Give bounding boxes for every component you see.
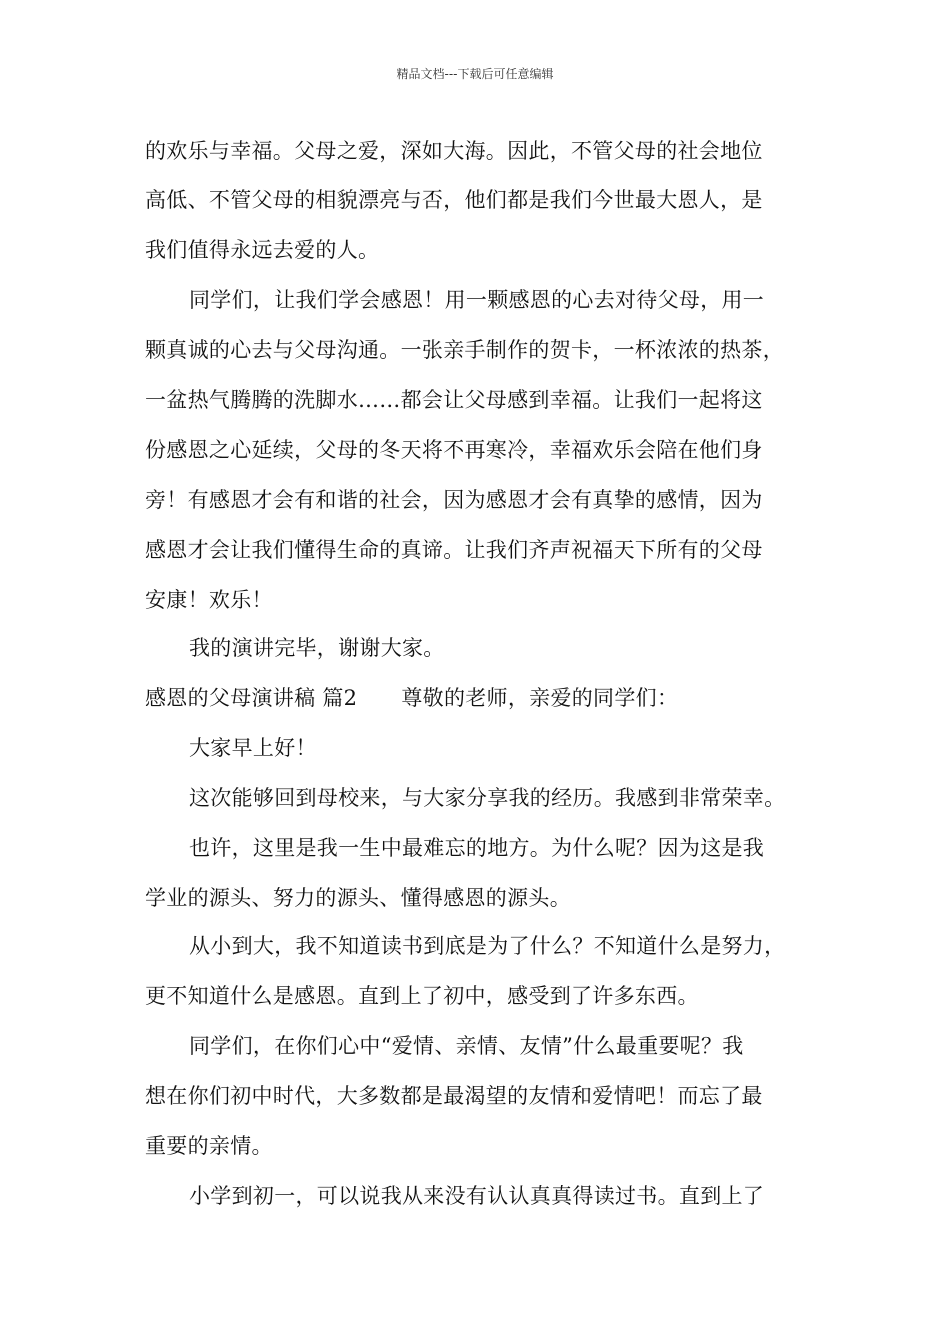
paragraph-line: 同学们，在你们心中“爱情、亲情、友情”什么最重要呢？我 bbox=[189, 1034, 744, 1058]
paragraph-line: 小学到初一，可以说我从来没有认认真真得读过书。直到上了 bbox=[189, 1184, 765, 1208]
paragraph-line: 颗真诚的心去与父母沟通。一张亲手制作的贺卡，一杯浓浓的热茶， bbox=[145, 338, 784, 362]
greeting: 尊敬的老师，亲爱的同学们： bbox=[401, 686, 679, 710]
paragraph-line: 份感恩之心延续，父母的冬天将不再寒冷，幸福欢乐会陪在他们身 bbox=[145, 438, 763, 462]
paragraph-line: 感恩才会让我们懂得生命的真谛。让我们齐声祝福天下所有的父母 bbox=[145, 538, 763, 562]
paragraph-line: 我的演讲完毕，谢谢大家。 bbox=[189, 636, 445, 660]
paragraph-line: 安康！欢乐！ bbox=[145, 588, 273, 612]
paragraph-line: 重要的亲情。 bbox=[145, 1134, 273, 1158]
paragraph-line: 大家早上好！ bbox=[189, 736, 317, 760]
paragraph-line: 我们值得永远去爱的人。 bbox=[145, 238, 380, 262]
section-title-line bbox=[145, 684, 825, 712]
page-header: 精品文档---下载后可任意编辑 bbox=[396, 67, 554, 81]
paragraph-line: 高低、不管父母的相貌漂亮与否，他们都是我们今世最大恩人，是 bbox=[145, 188, 763, 212]
paragraph-line: 的欢乐与幸福。父母之爱，深如大海。因此，不管父母的社会地位 bbox=[145, 139, 763, 163]
paragraph-line: 同学们，让我们学会感恩！用一颗感恩的心去对待父母，用一 bbox=[189, 288, 765, 312]
paragraph-line: 也许，这里是我一生中最难忘的地方。为什么呢？因为这是我 bbox=[189, 836, 765, 860]
paragraph-line: 想在你们初中时代，大多数都是最渴望的友情和爱情吧！而忘了最 bbox=[145, 1084, 763, 1108]
paragraph-line: 旁！有感恩才会有和谐的社会，因为感恩才会有真挚的感情，因为 bbox=[145, 488, 763, 512]
paragraph-line: 学业的源头、努力的源头、懂得感恩的源头。 bbox=[145, 886, 571, 910]
paragraph-line: 从小到大，我不知道读书到底是为了什么？不知道什么是努力， bbox=[189, 934, 786, 958]
paragraph-line: 更不知道什么是感恩。直到上了初中，感受到了许多东西。 bbox=[145, 984, 699, 1008]
section-title: 感恩的父母演讲稿 篇2 bbox=[145, 686, 358, 710]
paragraph-line: 这次能够回到母校来，与大家分享我的经历。我感到非常荣幸。 bbox=[189, 786, 786, 810]
paragraph-line: 一盆热气腾腾的洗脚水……都会让父母感到幸福。让我们一起将这 bbox=[145, 388, 763, 412]
